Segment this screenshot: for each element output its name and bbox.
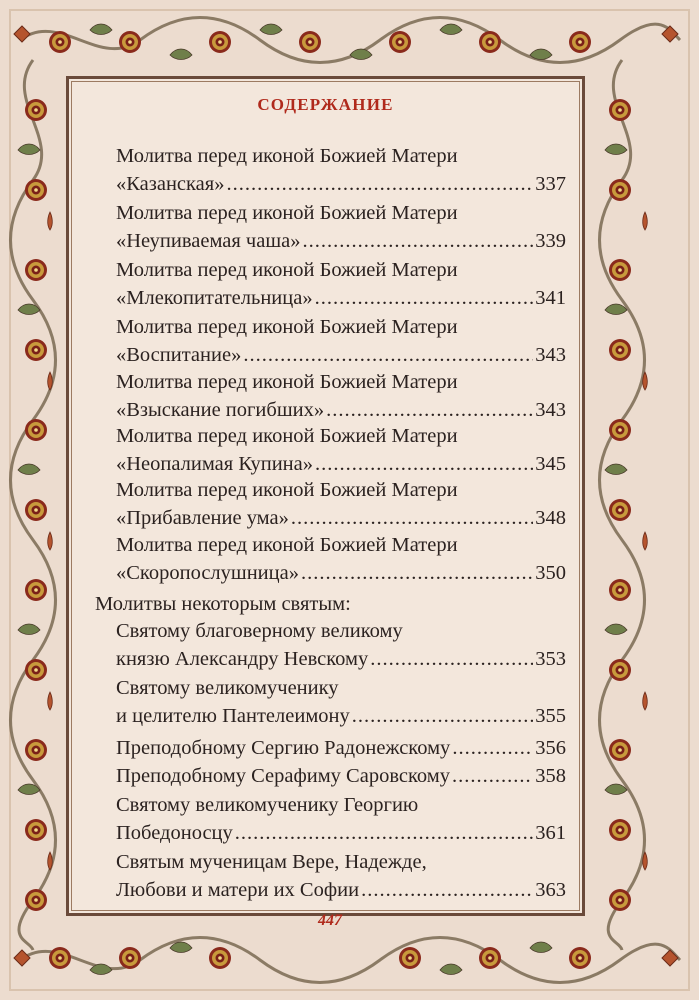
toc-entry-row <box>116 229 566 253</box>
dot-leader <box>226 172 533 196</box>
toc-page-number: 337 <box>535 173 566 195</box>
dot-leader <box>315 452 533 476</box>
toc-entry-title-line: Молитва перед иконой Божией Матери <box>116 145 458 167</box>
toc-entry-title: Преподобному Сергию Радонежскому <box>116 737 451 759</box>
dot-leader <box>352 704 533 728</box>
toc-entry-title: Преподобному Серафиму Саровскому <box>116 765 450 787</box>
toc-entry-title: «Казанская» <box>116 173 225 195</box>
toc-entry-title-line: Молитва перед иконой Божией Матери <box>116 425 458 447</box>
toc-page-number: 363 <box>535 879 566 901</box>
toc-entry-title: «Прибавление ума» <box>116 507 289 529</box>
toc-entry-title: князю Александру Невскому <box>116 648 369 670</box>
toc-page-number: 355 <box>535 705 566 727</box>
page-heading: СОДЕРЖАНИЕ <box>257 95 394 114</box>
toc-entry-title-line: Молитва перед иконой Божией Матери <box>116 316 458 338</box>
dot-leader <box>370 647 533 671</box>
dot-leader <box>302 229 533 253</box>
toc-page-number: 361 <box>535 822 566 844</box>
toc-entry-title: «Неопалимая Купина» <box>116 453 313 475</box>
toc-entry-title-line: Святым мученицам Вере, Надежде, <box>116 851 427 873</box>
toc-entry-row <box>116 647 566 671</box>
toc-page-number: 343 <box>535 399 566 421</box>
toc-page-number: 348 <box>535 507 566 529</box>
toc-entry-title: Любови и матери их Софии <box>116 879 360 901</box>
dot-leader <box>326 398 533 422</box>
section-heading: Молитвы некоторым святым: <box>95 593 351 615</box>
dot-leader <box>361 878 533 902</box>
dot-leader <box>315 286 534 310</box>
toc-entry-row <box>116 452 566 476</box>
toc-entry-title: «Млекопитательница» <box>116 287 313 309</box>
toc-entry-title-line: Молитва перед иконой Божией Матери <box>116 534 458 556</box>
toc-entry-row <box>116 561 566 585</box>
toc-entry-title: «Неупиваемая чаша» <box>116 230 301 252</box>
toc-entry-title-line: Святому великомученику <box>116 677 339 699</box>
toc-entry-title: Победоносцу <box>116 822 233 844</box>
toc-entry-row <box>116 343 566 367</box>
toc-page-number: 350 <box>535 562 566 584</box>
toc-entry-row <box>116 821 566 845</box>
toc-entry-title: «Воспитание» <box>116 344 242 366</box>
toc-entry-title-line: Молитва перед иконой Божией Матери <box>116 479 458 501</box>
toc-entry-title: «Взыскание погибших» <box>116 399 325 421</box>
toc-entry-row <box>116 398 566 422</box>
toc-page-number: 341 <box>535 287 566 309</box>
toc-entry-title-line: Молитва перед иконой Божией Матери <box>116 202 458 224</box>
toc-entry-title-line: Молитва перед иконой Божией Матери <box>116 259 458 281</box>
toc-page-number: 358 <box>535 765 566 787</box>
toc-page-number: 345 <box>535 453 566 475</box>
toc-page-number: 339 <box>535 230 566 252</box>
dot-leader <box>243 343 533 367</box>
toc-entry-row <box>116 172 566 196</box>
dot-leader <box>301 561 533 585</box>
toc-entry-title: «Скоропослушница» <box>116 562 299 584</box>
toc-entry-title-line: Молитва перед иконой Божией Матери <box>116 371 458 393</box>
dot-leader <box>291 506 533 530</box>
toc-page-number: 353 <box>535 648 566 670</box>
dot-leader <box>235 821 533 845</box>
toc-entry-row <box>116 704 566 728</box>
toc-entry-title-line: Святому благоверному великому <box>116 620 403 642</box>
dot-leader <box>452 764 533 788</box>
toc-page-number: 343 <box>535 344 566 366</box>
toc-entry-title: и целителю Пантелеимону <box>116 705 350 727</box>
toc-entry-row <box>116 736 566 760</box>
toc-entry-row <box>116 764 566 788</box>
page-number: 447 <box>318 912 342 929</box>
toc-entry-row <box>116 878 566 902</box>
toc-page-number: 356 <box>535 737 566 759</box>
toc-entry-title-line: Святому великомученику Георгию <box>116 794 419 816</box>
dot-leader <box>452 736 533 760</box>
toc-entry-row <box>116 286 566 310</box>
toc-entry-row <box>116 506 566 530</box>
